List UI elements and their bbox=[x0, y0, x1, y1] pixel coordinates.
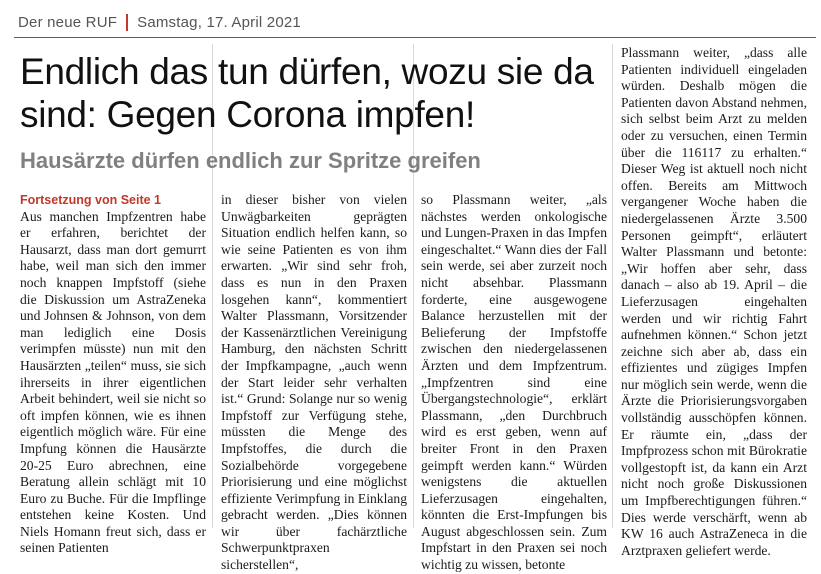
column-divider bbox=[612, 44, 613, 528]
page-header bbox=[18, 11, 301, 33]
article-headline: Endlich das tun dürfen, wozu sie da sind: Gegen Corona impfen! bbox=[20, 51, 594, 135]
article-subheadline: Hausärzte dürfen endlich zur Spritze greifen bbox=[20, 148, 481, 173]
column-2-text: in dieser bisher von vielen Unwägbarkeiten geprägten Situation endlich helfen kann, so wie seine Patienten es von ihm erwarten. „Wir sind sehr froh, dass es nun in den Praxen losgehen kann“, kommentiert Walter Plassmann, Vorsitzender der Kassenärztlichen Vereinigung Hamburg, den nächsten Schritt der Impfkampagne, „auch wenn der Start leider sehr verhalten ist.“ Grund: Solange nur so wenig Impfstoff zur Verfügung stehe, müssten die Menge des Impfstoffes, die durch die Sozialbehörde vorgegebene Priorisierung und eine möglichst effiziente Verimpfung in Einklang gebracht werden. „Dies können wir über fachärztliche Schwerpunktpraxen sicherstellen“, bbox=[221, 192, 407, 573]
article-column-4 bbox=[621, 45, 807, 559]
continuation-note: Fortsetzung von Seite 1 bbox=[20, 193, 161, 207]
column-1-text: Aus manchen Impfzentren habe er erfahren, berichtet der Hausarzt, dass man dort gemurrt habe, weil man sich den immer noch knappen Impfstoff (siehe die Diskussion um AstraZeneka und Johnsen & Johnson, von dem man lediglich eine Dosis verimpfen müsste) nun mit den Hausärzten „teilen“ muss, sie sich ihrerseits in ihrer eigentlichen Arbeit behindert, weil sie nicht so oft impfen können, wie es ihnen eigentlich möglich wäre. Für eine Impfung können die Hausärzte 20-25 Euro abrechnen, eine Beratung allein schlägt mit 10 Euro zu Buche. Für die Impflinge entstehen keine Kosten. Und Niels Homann freut sich, dass er seinen Patienten bbox=[20, 208, 206, 556]
header-divider bbox=[126, 14, 128, 31]
article-column-3 bbox=[421, 192, 607, 574]
article-column-2 bbox=[221, 192, 407, 574]
header-rule bbox=[14, 37, 816, 38]
article-column-1 bbox=[20, 192, 206, 557]
issue-date: Samstag, 17. April 2021 bbox=[137, 13, 301, 31]
column-4-text: Plassmann weiter, „dass alle Patienten individuell eingeladen würden. Deshalb mögen die Patienten davon Abstand nehmen, sich selbst beim Arzt zu melden oder zu versuchen, einen Termin über die 116117 zu erhalten.“ Dieser Weg ist aktuell noch nicht offen. Bereits am Mittwoch vergangener Woche haben die niedergelassenen Ärzte 3.500 Personen geimpft“, erläutert Walter Plassmann und betonte: „Wir hoffen aber sehr, dass danach – also ab 19. April – die Lieferzusagen eingehalten werden und wir richtig Fahrt aufnehmen können.“ Schon jetzt zeichne sich aber ab, dass ein effizientes und zügiges Impfen nur möglich sein werde, wenn die Ärzte die Priorisierungsvorgaben vollständig ausschöpfen können. Er räumte ein, „dass der Impfprozess schon mit Bürokratie vollgestopft ist, da kann ein Arzt nicht noch große Diskussionen um Impfberechtigungen führen.“ Dies werde verschärft, wenn ab KW 16 auch AstraZeneca in die Arztpraxen geliefert werde. bbox=[621, 45, 807, 558]
publication-name: Der neue RUF bbox=[18, 13, 118, 31]
column-3-text: so Plassmann weiter, „als nächstes werden onkologische und Lungen-Praxen in das Impfen eingeschaltet.“ Wann dies der Fall sein werde, sei aber zurzeit noch nicht absehbar. Plassmann forderte, eine ausgewogene Balance herzustellen mit der Belieferung der Impfstoffe zwischen den niedergelassenen Ärzten und dem Impfzentrum. „Impfzentren sind eine Übergangstechnologie“, erklärt Plassmann, „den Durchbruch wird es erst geben, wenn auf breiter Front in den Praxen geimpft werden kann.“ Würden wenigstens die aktuellen Lieferzusagen eingehalten, könnten die Erst-Impfungen bis August abgeschlossen sein. Zum Impfstart in den Praxen sei noch wichtig zu wissen, betonte bbox=[421, 192, 607, 573]
